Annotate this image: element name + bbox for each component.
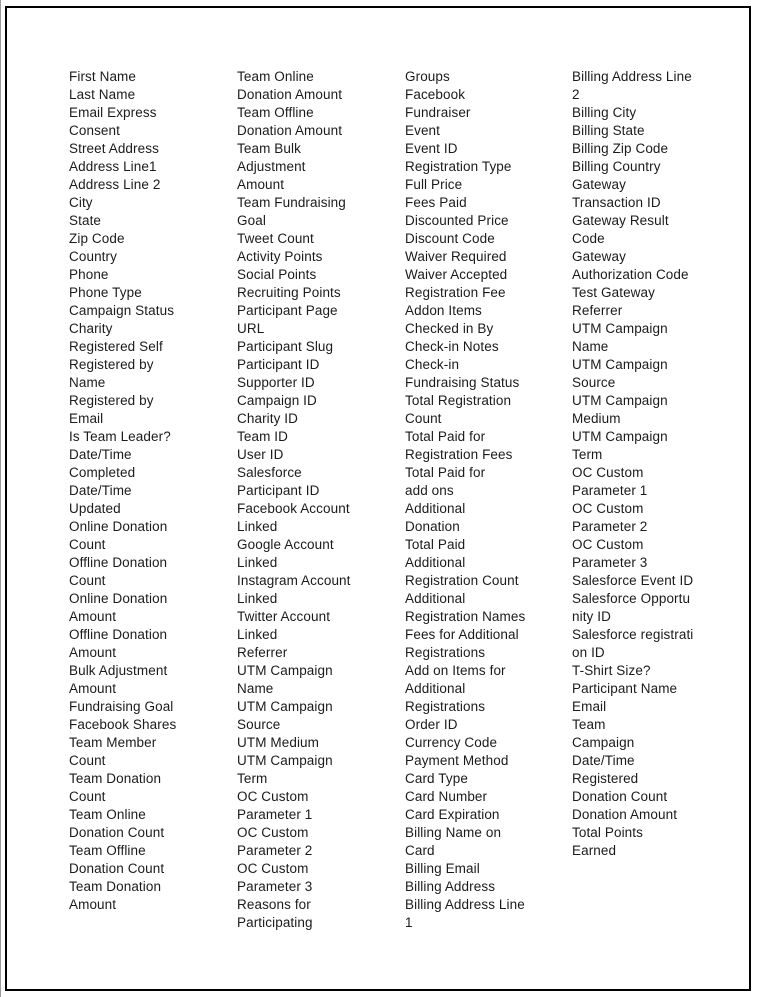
field-line: Donation (405, 519, 460, 534)
field-line: Amount (69, 681, 117, 696)
field-line: Registration Names (405, 609, 526, 624)
field-line: Billing Zip Code (572, 141, 669, 156)
field-line: UTM Campaign (572, 429, 668, 444)
field-line: Waiver Required (405, 249, 507, 264)
field-line: Donation Amount (237, 87, 343, 102)
field-line: Transaction ID (572, 195, 661, 210)
field-line: Groups (405, 69, 450, 84)
field-line: Adjustment (237, 159, 306, 174)
field-line: Offline Donation (69, 555, 168, 570)
field-line: Linked (237, 519, 278, 534)
field-line: Updated (69, 501, 121, 516)
field-line: Campaign (572, 735, 635, 750)
field-line: Earned (572, 843, 617, 858)
field-line: Card Expiration (405, 807, 500, 822)
field-line: Additional (405, 681, 466, 696)
field-line: Parameter 2 (572, 519, 648, 534)
field-line: Fees for Additional (405, 627, 519, 642)
field-line: Linked (237, 591, 278, 606)
field-line: Waiver Accepted (405, 267, 508, 282)
field-line: Charity ID (237, 411, 299, 426)
field-line: Amount (69, 609, 117, 624)
field-line: Billing Country (572, 159, 661, 174)
field-line: State (69, 213, 102, 228)
field-line: Participant Name (572, 681, 678, 696)
field-line: Total Paid for (405, 429, 486, 444)
field-line: Date/Time (69, 447, 132, 462)
field-line: Country (69, 249, 117, 264)
field-line: Amount (237, 177, 285, 192)
field-line: Salesforce registrati (572, 627, 694, 642)
field-line: OC Custom (237, 789, 309, 804)
field-line: Name (572, 339, 609, 354)
field-line: Donation Amount (237, 123, 343, 138)
field-line: Donation Amount (572, 807, 678, 822)
field-line: Payment Method (405, 753, 509, 768)
field-line: Parameter 1 (572, 483, 648, 498)
field-line: Participant Slug (237, 339, 334, 354)
field-line: Team Online (69, 807, 146, 822)
field-line: Online Donation (69, 591, 168, 606)
field-line: Twitter Account (237, 609, 331, 624)
field-line: Team Donation (69, 879, 162, 894)
field-line: UTM Campaign (237, 699, 333, 714)
field-line: Recruiting Points (237, 285, 341, 300)
field-line: Reasons for (237, 897, 311, 912)
field-line: Addon Items (405, 303, 482, 318)
field-line: Count (69, 537, 106, 552)
field-line: Total Paid (405, 537, 466, 552)
field-column-4 (572, 68, 740, 860)
field-line: Phone Type (69, 285, 142, 300)
field-line: add ons (405, 483, 454, 498)
field-line: Name (237, 681, 274, 696)
field-line: Facebook Shares (69, 717, 177, 732)
field-line: Last Name (69, 87, 136, 102)
field-line: Registration Count (405, 573, 519, 588)
field-line: Card Type (405, 771, 468, 786)
field-line: Registration Fee (405, 285, 506, 300)
field-line: Test Gateway (572, 285, 655, 300)
field-line: Team Offline (237, 105, 314, 120)
field-line: Billing City (572, 105, 637, 120)
field-line: Date/Time (69, 483, 132, 498)
field-line: UTM Medium (237, 735, 320, 750)
field-line: Team Fundraising (237, 195, 346, 210)
field-line: Referrer (572, 303, 623, 318)
field-line: Billing Address Line (405, 897, 525, 912)
field-line: Linked (237, 627, 278, 642)
field-line: Parameter 1 (237, 807, 313, 822)
field-line: Gateway (572, 177, 626, 192)
field-line: Discount Code (405, 231, 495, 246)
field-line: Facebook Account (237, 501, 350, 516)
field-line: Count (405, 411, 442, 426)
field-line: T-Shirt Size? (572, 663, 651, 678)
field-line: Team Bulk (237, 141, 301, 156)
field-line: Team Offline (69, 843, 146, 858)
field-line: Total Paid for (405, 465, 486, 480)
field-line: Term (237, 771, 268, 786)
field-line: Billing Name on (405, 825, 502, 840)
field-line: OC Custom (237, 861, 309, 876)
field-line: Facebook (405, 87, 466, 102)
field-line: 2 (572, 87, 580, 102)
field-line: Fundraising Status (405, 375, 520, 390)
field-line: Additional (405, 555, 466, 570)
field-line: Total Points (572, 825, 643, 840)
field-line: Charity (69, 321, 113, 336)
field-line: Participant ID (237, 357, 320, 372)
field-line: Name (69, 375, 106, 390)
field-line: Instagram Account (237, 573, 351, 588)
field-line: Completed (69, 465, 136, 480)
field-line: Participant ID (237, 483, 320, 498)
field-line: Street Address (69, 141, 159, 156)
field-line: Parameter 2 (237, 843, 313, 858)
field-line: Order ID (405, 717, 458, 732)
field-line: Offline Donation (69, 627, 168, 642)
field-line: First Name (69, 69, 137, 84)
field-line: Additional (405, 501, 466, 516)
field-line: Billing Address (405, 879, 496, 894)
field-line: Bulk Adjustment (69, 663, 168, 678)
field-line: Parameter 3 (237, 879, 313, 894)
field-line: Checked in By (405, 321, 494, 336)
field-line: nity ID (572, 609, 611, 624)
field-line: Email (572, 699, 607, 714)
field-line: Address Line 2 (69, 177, 161, 192)
field-line: Term (572, 447, 603, 462)
field-line: UTM Campaign (572, 321, 668, 336)
field-line: Campaign Status (69, 303, 175, 318)
window-left-edge (0, 0, 1, 997)
field-line: Supporter ID (237, 375, 315, 390)
field-line: Additional (405, 591, 466, 606)
field-line: Card (405, 843, 435, 858)
field-line: Team Member (69, 735, 157, 750)
field-line: Online Donation (69, 519, 168, 534)
field-line: Date/Time (572, 753, 635, 768)
field-column-2 (237, 68, 405, 932)
field-line: Gateway (572, 249, 626, 264)
field-line: Registered (572, 771, 639, 786)
field-line: OC Custom (572, 465, 644, 480)
field-line: Team (572, 717, 606, 732)
field-line: User ID (237, 447, 284, 462)
field-line: Count (69, 573, 106, 588)
field-line: Billing State (572, 123, 645, 138)
field-line: Activity Points (237, 249, 323, 264)
field-line: UTM Campaign (572, 357, 668, 372)
field-line: Social Points (237, 267, 317, 282)
field-line: OC Custom (572, 501, 644, 516)
field-line: OC Custom (237, 825, 309, 840)
field-line: Registrations (405, 699, 486, 714)
field-line: Is Team Leader? (69, 429, 171, 444)
field-line: Registration Fees (405, 447, 513, 462)
field-line: Zip Code (69, 231, 125, 246)
field-column-1 (69, 68, 237, 914)
field-line: Campaign ID (237, 393, 317, 408)
field-line: on ID (572, 645, 605, 660)
field-line: Check-in Notes (405, 339, 499, 354)
field-line: Parameter 3 (572, 555, 648, 570)
field-line: Tweet Count (237, 231, 314, 246)
field-line: Event (405, 123, 441, 138)
field-line: Team Donation (69, 771, 162, 786)
field-line: Referrer (237, 645, 288, 660)
field-line: UTM Campaign (237, 753, 333, 768)
field-line: Donation Count (572, 789, 668, 804)
field-line: Fundraising Goal (69, 699, 174, 714)
field-line: Source (237, 717, 281, 732)
field-line: Team Online (237, 69, 314, 84)
field-line: Total Registration (405, 393, 512, 408)
field-line: Salesforce Opportu (572, 591, 691, 606)
field-line: Donation Count (69, 825, 165, 840)
field-line: Amount (69, 897, 117, 912)
field-line: Fundraiser (405, 105, 471, 120)
field-line: Currency Code (405, 735, 498, 750)
field-line: Discounted Price (405, 213, 509, 228)
field-line: Card Number (405, 789, 488, 804)
field-line: Registered by (69, 393, 154, 408)
field-line: Registration Type (405, 159, 512, 174)
field-line: City (69, 195, 93, 210)
field-line: Google Account (237, 537, 334, 552)
field-line: Phone (69, 267, 109, 282)
field-line: Fees Paid (405, 195, 467, 210)
field-line: Address Line1 (69, 159, 157, 174)
field-line: Salesforce Event ID (572, 573, 694, 588)
field-line: UTM Campaign (572, 393, 668, 408)
field-line: Gateway Result (572, 213, 669, 228)
field-line: UTM Campaign (237, 663, 333, 678)
field-line: Consent (69, 123, 120, 138)
field-line: Check-in (405, 357, 460, 372)
field-line: Billing Email (405, 861, 480, 876)
field-column-3 (405, 68, 573, 932)
field-line: Billing Address Line (572, 69, 692, 84)
field-line: Donation Count (69, 861, 165, 876)
field-line: Add on Items for (405, 663, 506, 678)
field-line: Goal (237, 213, 266, 228)
field-line: Full Price (405, 177, 463, 192)
field-line: 1 (405, 915, 413, 930)
field-line: Registered Self (69, 339, 163, 354)
field-line: Participating (237, 915, 313, 930)
field-line: Count (69, 753, 106, 768)
field-line: Code (572, 231, 605, 246)
field-line: Authorization Code (572, 267, 689, 282)
field-line: Salesforce (237, 465, 302, 480)
field-line: Registered by (69, 357, 154, 372)
field-line: Registrations (405, 645, 486, 660)
field-line: Medium (572, 411, 621, 426)
field-line: Participant Page (237, 303, 338, 318)
field-line: Email Express (69, 105, 157, 120)
field-line: Event ID (405, 141, 458, 156)
field-line: Linked (237, 555, 278, 570)
field-line: Source (572, 375, 616, 390)
field-line: Count (69, 789, 106, 804)
field-line: Email (69, 411, 104, 426)
field-line: URL (237, 321, 265, 336)
field-line: Amount (69, 645, 117, 660)
field-line: Team ID (237, 429, 288, 444)
field-line: OC Custom (572, 537, 644, 552)
